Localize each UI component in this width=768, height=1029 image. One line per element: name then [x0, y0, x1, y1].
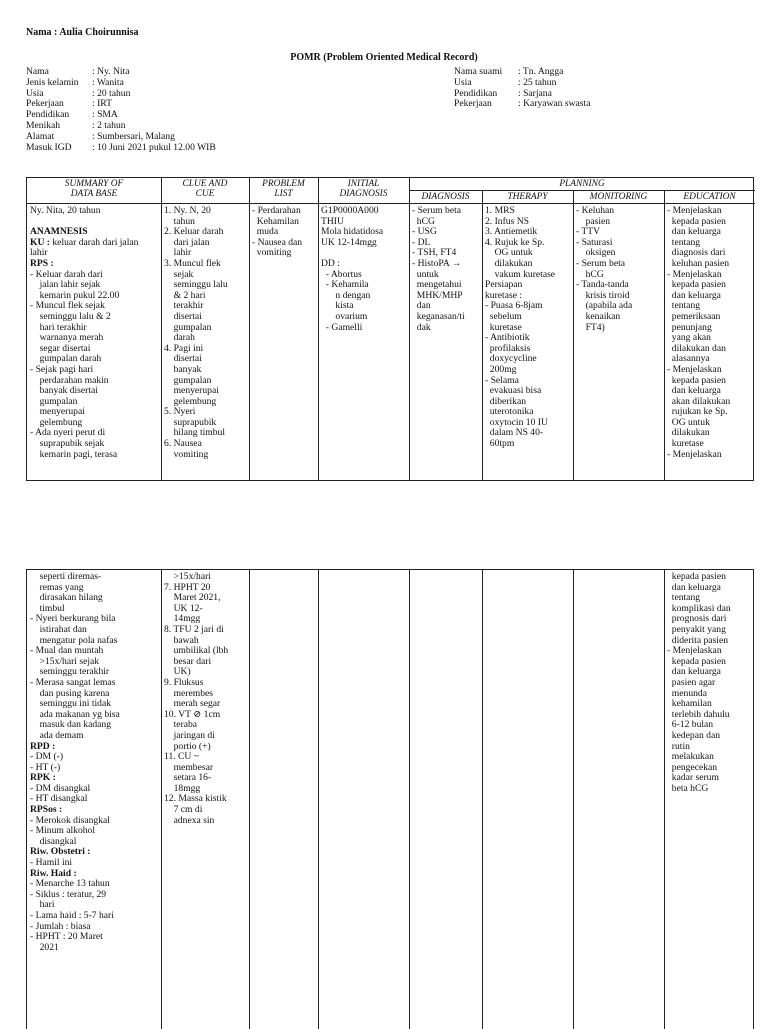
- text-line: kehamilan: [667, 698, 712, 709]
- text-line: - HistoPA →: [412, 257, 462, 269]
- text-line: dan keluarga: [667, 666, 721, 677]
- text-line: UK 12-14mgg: [321, 236, 377, 248]
- text-line: jalan lahir sejak: [30, 279, 101, 290]
- info-label: Usia: [454, 76, 472, 88]
- summary-column: [30, 205, 159, 459]
- text-line: seminggu lalu: [164, 279, 228, 290]
- text-line: - DL: [412, 236, 431, 248]
- text-line: >15x/hari: [164, 571, 211, 582]
- info-row: [454, 66, 590, 77]
- text-line: pemeriksaan: [667, 310, 721, 322]
- text-line: - HT (-): [30, 761, 61, 773]
- spouse-info: [454, 66, 590, 109]
- text-line: - Hamil ini: [30, 857, 73, 868]
- text-line: menunda: [667, 687, 707, 699]
- text-line: merembes: [164, 687, 214, 699]
- text-line: - Tanda-tanda: [576, 279, 629, 290]
- text-line: diagnosis dari: [667, 247, 726, 258]
- text-line: & 2 hari: [164, 289, 206, 301]
- text-line: dan keluarga: [667, 581, 721, 593]
- text-line: terlebih dahulu: [667, 708, 730, 720]
- text-line: dari jalan: [164, 236, 210, 248]
- text-line: muda: [252, 226, 279, 237]
- text-line: kepada pasien: [667, 215, 726, 227]
- text-line: - Lama haid : 5-7 hari: [30, 910, 114, 921]
- clue-column-continued: [164, 571, 247, 825]
- text-line: rujukan ke Sp.: [667, 406, 728, 417]
- text-line: rutin: [667, 740, 690, 752]
- text-line: 2. Keluar darah: [164, 226, 224, 237]
- text-line: 60tpm: [485, 438, 515, 449]
- text-line: UK): [164, 666, 191, 677]
- text-line: diberikan: [485, 395, 527, 407]
- info-label: Nama suami: [454, 66, 503, 77]
- text-line: 4. Pagi ini: [164, 342, 204, 354]
- text-line: oxytocin 10 IU: [485, 416, 548, 428]
- header-education: EDUCATION: [683, 192, 736, 202]
- text-line: kemarin pagi, terasa: [30, 448, 118, 460]
- text-line: besar dari: [164, 655, 212, 667]
- text-line: kemarin pukul 22.00: [30, 289, 120, 301]
- text-line: >15x/hari sejak: [30, 655, 100, 667]
- text-line: Mola hidatidosa: [321, 226, 384, 237]
- header-problem: PROBLEM LIST: [262, 179, 305, 199]
- text-line: krisis tiroid: [576, 289, 630, 301]
- info-value: : 20 tahun: [92, 87, 131, 99]
- header-initial: INITIAL DIAGNOSIS: [339, 179, 388, 199]
- text-line: uterotonika: [485, 406, 534, 417]
- text-line: diderita pasien: [667, 634, 729, 646]
- text-line: untuk: [412, 268, 439, 280]
- info-value: : 25 tahun: [518, 76, 557, 88]
- text-line: G1P0000A000: [321, 205, 379, 216]
- text-line: 14mgg: [164, 613, 201, 624]
- text-line: kuretase: [485, 321, 522, 333]
- info-label: Pendidikan: [26, 109, 70, 121]
- text-line: kuretase :: [485, 289, 523, 301]
- info-value: : Karyawan swasta: [518, 98, 591, 110]
- text-line: - HT disangkal: [30, 793, 88, 805]
- text-line: 2021: [30, 941, 59, 953]
- info-label: Pendidikan: [454, 87, 498, 99]
- text-line: dilakukan: [667, 427, 710, 439]
- text-line: gumpalan: [164, 374, 212, 386]
- text-line: tentang: [667, 300, 701, 311]
- text-line: - Menarche 13 tahun: [30, 878, 110, 889]
- info-value: : Ny. Nita: [92, 66, 130, 77]
- text-line: masuk dan kadang: [30, 719, 111, 730]
- text-line: banyak disertai: [30, 385, 98, 396]
- text-line: suprapubik sejak: [30, 438, 105, 449]
- text-line: mengatur pola nafas: [30, 634, 118, 646]
- text-line: - Mual dan muntah: [30, 645, 104, 656]
- text-line: seminggu lalu & 2: [30, 310, 111, 322]
- text-line: kepada pasien: [667, 279, 726, 290]
- text-line: kedepan dan: [667, 729, 721, 741]
- text-line: - Puasa 6-8jam: [485, 300, 543, 311]
- text-line: - Jumlah : biasa: [30, 920, 91, 932]
- text-line: teraba: [164, 719, 198, 730]
- text-line: 11. CU ~: [164, 751, 199, 762]
- text-line: dilakukan dan: [667, 342, 726, 354]
- header-therapy: THERAPY: [507, 192, 548, 202]
- text-line: [321, 247, 407, 258]
- text-line: gelembung: [30, 416, 83, 428]
- problem-column: [252, 205, 316, 258]
- education-column: [667, 205, 753, 459]
- text-line: melakukan: [667, 751, 714, 762]
- text-line: darah: [164, 332, 195, 343]
- clue-column: [164, 205, 247, 459]
- text-line: profilaksis: [485, 342, 531, 354]
- text-line: 8. TFU 2 jari di: [164, 623, 224, 635]
- text-line: akan dilakukan: [667, 395, 731, 407]
- text-line: gumpalan: [30, 395, 78, 407]
- text-line: terakhir: [164, 300, 204, 311]
- text-line: evakuasi bisa: [485, 385, 542, 396]
- info-label: Pekerjaan: [454, 98, 492, 110]
- text-line: RPD :: [30, 740, 56, 752]
- text-line: - TSH, FT4: [412, 247, 457, 258]
- text-line: 3. Muncul flek: [164, 257, 221, 269]
- text-line: 6. Nausea: [164, 438, 202, 449]
- text-line: - Menjelaskan: [667, 205, 722, 216]
- text-line: kenaikan: [576, 310, 621, 322]
- text-line: istirahat dan: [30, 623, 87, 635]
- text-line: - TTV: [576, 226, 601, 237]
- text-line: perdarahan makin: [30, 374, 109, 386]
- text-line: beta hCG: [667, 782, 709, 794]
- text-line: ANAMNESIS: [30, 226, 88, 237]
- text-line: menyerupai: [30, 406, 85, 417]
- text-line: - Sejak pagi hari: [30, 363, 94, 375]
- text-line: timbul: [30, 602, 65, 614]
- text-line: 12. Massa kistik: [164, 793, 227, 805]
- text-line: tentang: [667, 236, 701, 248]
- text-line: - Nyeri berkurang bila: [30, 613, 116, 624]
- info-row: [26, 109, 216, 120]
- text-line: dan: [412, 300, 431, 311]
- text-line: dan pusing karena: [30, 687, 110, 699]
- info-row: [26, 131, 216, 142]
- initial-diagnosis-column: [321, 205, 407, 332]
- info-row: [26, 120, 216, 131]
- text-line: pengecekan: [667, 761, 718, 773]
- text-line: adnexa sin: [164, 814, 215, 826]
- text-line: OG untuk: [485, 247, 533, 258]
- info-value: : Wanita: [92, 76, 124, 88]
- text-line: dan keluarga: [667, 289, 721, 301]
- text-line: - Keluhan: [576, 205, 615, 216]
- text-line: 6-12 bulan: [667, 719, 714, 730]
- text-line: dalam NS 40-: [485, 427, 544, 439]
- diagnosis-column: [412, 205, 480, 332]
- text-line: Maret 2021,: [164, 592, 221, 603]
- text-line: kepada pasien: [667, 374, 726, 386]
- text-line: Riw. Obstetri :: [30, 846, 91, 858]
- text-line: - DM (-): [30, 751, 64, 762]
- text-line: MHK/MHP: [412, 289, 463, 301]
- text-line: dilakukan: [485, 257, 533, 269]
- text-line: prognosis dari: [667, 613, 727, 624]
- text-line: - Merasa sangat lemas: [30, 676, 116, 688]
- text-line: hilang timbul: [164, 427, 226, 439]
- text-line: RPK :: [30, 772, 56, 783]
- text-line: tentang: [667, 592, 701, 603]
- info-value: : Sarjana: [518, 87, 552, 99]
- text-line: seminggu terakhir: [30, 666, 110, 677]
- info-value: : 10 Juni 2021 pukul 12.00 WIB: [92, 141, 216, 153]
- info-row: [26, 142, 216, 153]
- info-row: [454, 98, 590, 109]
- header-diagnosis: DIAGNOSIS: [421, 192, 470, 202]
- text-line: vomiting: [164, 448, 209, 460]
- text-line: - Menjelaskan: [667, 645, 722, 656]
- text-line: lahir: [164, 247, 192, 258]
- text-line: sebelum: [485, 310, 522, 322]
- text-line: - Muncul flek sejak: [30, 300, 105, 311]
- text-line: - DM disangkal: [30, 782, 91, 794]
- text-line: 1. MRS: [485, 205, 515, 216]
- info-value: : IRT: [92, 98, 112, 110]
- text-line: gumpalan darah: [30, 353, 102, 364]
- header-clue: CLUE AND CUE: [182, 179, 228, 199]
- text-line: 4. Rujuk ke Sp.: [485, 236, 545, 248]
- text-line: seminggu ini tidak: [30, 698, 112, 709]
- text-line: Riw. Haid :: [30, 867, 77, 879]
- info-label: Jenis kelamin: [26, 76, 79, 88]
- text-line: merah segar: [164, 698, 221, 709]
- text-line: segar disertai: [30, 342, 91, 354]
- text-line: - Antibiotik: [485, 332, 530, 343]
- text-line: 7. HPHT 20: [164, 581, 211, 593]
- text-line: 7 cm di: [164, 804, 203, 815]
- info-label: Usia: [26, 87, 44, 99]
- text-line: kadar serum: [667, 772, 719, 783]
- header-monitoring: MONITORING: [589, 192, 648, 202]
- document-title: POMR (Problem Oriented Medical Record): [290, 52, 478, 63]
- text-line: keluhan pasien: [667, 257, 730, 269]
- text-line: - Ada nyeri perut di: [30, 427, 106, 439]
- text-line: ada makanan yg bisa: [30, 708, 120, 720]
- text-line: lahir: [30, 247, 48, 258]
- text-line: dan keluarga: [667, 385, 721, 396]
- info-value: : Tn. Angga: [518, 66, 564, 77]
- text-line: sejak: [164, 268, 194, 280]
- therapy-column: [485, 205, 571, 449]
- patient-info: [26, 66, 216, 152]
- info-label: Pekerjaan: [26, 98, 64, 110]
- text-line: yang akan: [667, 332, 711, 343]
- text-line: kista: [321, 300, 354, 311]
- text-line: - Gamelli: [321, 321, 363, 333]
- text-line: vakum kuretase: [485, 268, 556, 280]
- text-line: keganasan/ti: [412, 310, 465, 322]
- text-line: - Merokok disangkal: [30, 814, 110, 826]
- text-line: - Kehamila: [321, 279, 369, 290]
- text-line: ovarium: [321, 310, 368, 322]
- text-line: 200mg: [485, 363, 517, 375]
- text-line: kepada pasien: [667, 571, 726, 582]
- monitoring-column: [576, 205, 662, 332]
- text-line: - Minum alkohol: [30, 825, 96, 836]
- text-line: komplikasi dan: [667, 602, 731, 614]
- text-line: THIU: [321, 215, 344, 227]
- text-line: umbilikal (lbh: [164, 645, 229, 656]
- pomr-table-page1: [26, 177, 754, 481]
- text-line: vomiting: [252, 247, 292, 258]
- text-line: [30, 216, 159, 227]
- text-line: UK 12-: [164, 602, 203, 614]
- text-line: hCG: [576, 268, 604, 280]
- info-label: Alamat: [26, 130, 55, 142]
- text-line: n dengan: [321, 289, 371, 301]
- text-line: - Saturasi: [576, 236, 613, 248]
- text-line: 10. VT ⊘ 1cm: [164, 708, 221, 720]
- text-line: Kehamilan: [252, 215, 299, 227]
- info-label: Nama: [26, 66, 49, 77]
- text-line: - Keluar darah dari: [30, 268, 103, 280]
- text-line: bawah: [164, 634, 199, 646]
- info-label: Menikah: [26, 119, 61, 131]
- text-line: FT4): [576, 321, 605, 333]
- text-line: doxycycline: [485, 353, 537, 364]
- info-row: [454, 77, 590, 88]
- text-line: RPSos :: [30, 804, 63, 815]
- author-line: Nama : Aulia Choirunnisa: [26, 27, 139, 38]
- text-line: dak: [412, 321, 431, 333]
- text-line: disangkal: [30, 835, 77, 847]
- text-line: Persiapan: [485, 279, 523, 290]
- info-label: Masuk IGD: [26, 141, 72, 153]
- info-value: : SMA: [92, 109, 118, 121]
- info-value: : 2 tahun: [92, 119, 126, 131]
- info-row: [454, 88, 590, 99]
- text-line: 18mgg: [164, 782, 201, 794]
- text-line: jaringan di: [164, 729, 215, 741]
- text-line: hari: [30, 899, 55, 910]
- text-line: 5. Nyeri: [164, 406, 196, 417]
- text-line: - Serum beta: [576, 257, 626, 269]
- text-line: Ny. Nita, 20 tahun: [30, 205, 101, 216]
- text-line: hCG: [412, 215, 435, 227]
- text-line: - Perdarahan: [252, 205, 301, 216]
- text-line: gumpalan: [164, 321, 212, 333]
- text-line: disertai: [164, 353, 202, 364]
- info-row: [26, 66, 216, 77]
- text-line: - HPHT : 20 Maret: [30, 931, 103, 942]
- text-line: - Siklus : teratur, 29: [30, 888, 107, 900]
- text-line: dirasakan hilang: [30, 592, 103, 603]
- text-line: KU : keluar darah dari jalan: [30, 236, 139, 248]
- text-line: penunjang: [667, 321, 712, 333]
- info-value: : Sumbersari, Malang: [92, 130, 175, 142]
- text-line: 2. Infus NS: [485, 215, 529, 227]
- text-line: - USG: [412, 226, 437, 237]
- text-line: gelembung: [164, 395, 217, 407]
- text-line: menyerupai: [164, 385, 219, 396]
- text-line: suprapubik: [164, 416, 217, 428]
- summary-column-continued: [30, 571, 159, 952]
- text-line: tahun: [164, 215, 195, 227]
- text-line: - Abortus: [321, 268, 362, 280]
- text-line: pasien agar: [667, 676, 716, 688]
- text-line: hari terakhir: [30, 321, 87, 333]
- text-line: disertai: [164, 310, 202, 322]
- text-line: 1. Ny. N, 20: [164, 205, 211, 216]
- education-column-continued: [667, 571, 753, 793]
- text-line: ada demam: [30, 729, 84, 741]
- text-line: oksigen: [576, 247, 616, 258]
- text-line: 9. Fluksus: [164, 676, 204, 688]
- text-line: - Selama: [485, 374, 519, 386]
- text-line: seperti diremas-: [30, 571, 102, 582]
- text-line: portio (+): [164, 740, 211, 752]
- text-line: warnanya merah: [30, 332, 104, 343]
- info-row: [26, 77, 216, 88]
- text-line: dan keluarga: [667, 226, 721, 237]
- text-line: alasannya: [667, 353, 710, 364]
- text-line: kuretase: [667, 438, 704, 449]
- text-line: pasien: [576, 215, 611, 227]
- text-line: - Menjelaskan: [667, 268, 722, 280]
- text-line: setara 16-: [164, 772, 212, 783]
- text-line: - Serum beta: [412, 205, 462, 216]
- text-line: remas yang: [30, 581, 84, 593]
- text-line: 3. Antiemetik: [485, 226, 538, 237]
- text-line: (apabila ada: [576, 300, 633, 311]
- text-line: kepada pasien: [667, 655, 726, 667]
- text-line: DD :: [321, 257, 340, 269]
- header-planning: PLANNING: [559, 179, 605, 189]
- text-line: banyak: [164, 363, 202, 375]
- text-line: penyakit yang: [667, 623, 726, 635]
- text-line: - Menjelaskan: [667, 448, 722, 460]
- info-row: [26, 88, 216, 99]
- text-line: membesar: [164, 761, 214, 773]
- info-row: [26, 98, 216, 109]
- pomr-table-page2: [26, 569, 754, 1029]
- text-line: RPS :: [30, 257, 54, 269]
- header-summary: SUMMARY OF DATA BASE: [64, 179, 124, 199]
- text-line: mengetahui: [412, 279, 462, 290]
- text-line: - Menjelaskan: [667, 363, 722, 375]
- text-line: OG untuk: [667, 416, 710, 428]
- text-line: - Nausea dan: [252, 236, 303, 248]
